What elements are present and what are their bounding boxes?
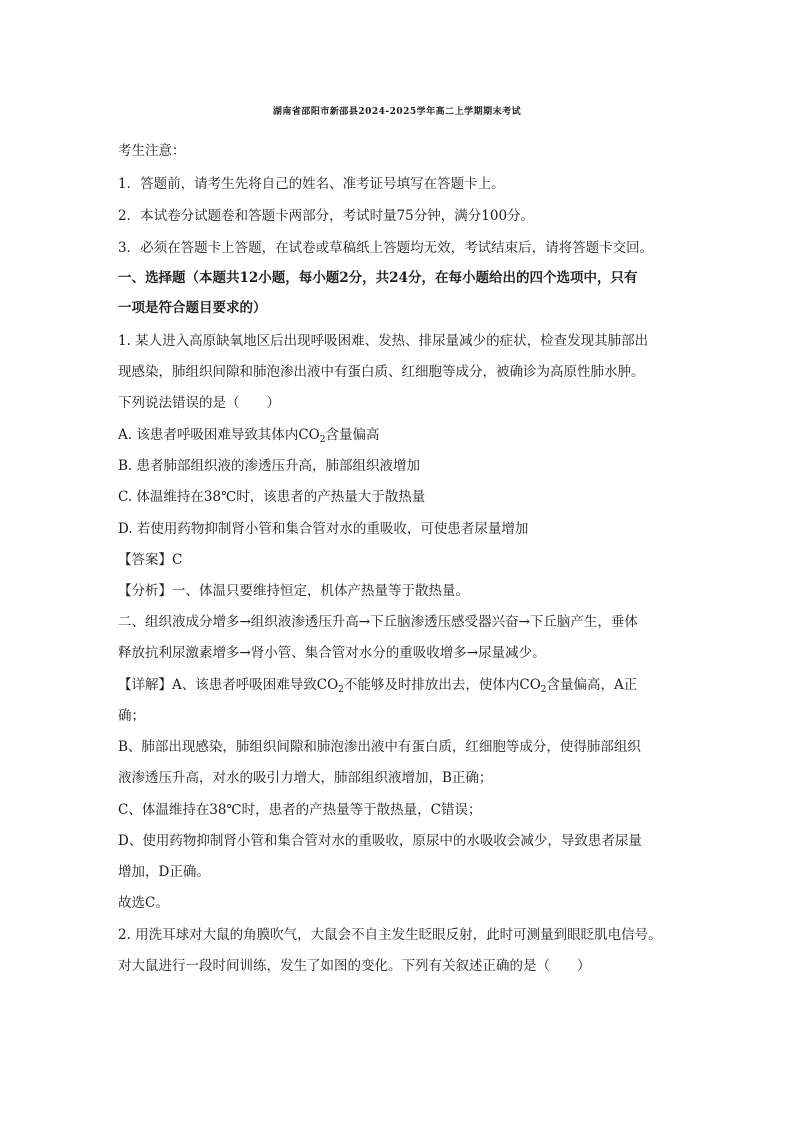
q1-detail-d-line-2: 增加，D正确。 <box>118 864 210 880</box>
q1-option-a-text-end: 含量偏高 <box>325 427 380 443</box>
q1-analysis-line-1: 【分析】一、体温只要维持恒定，机体产热量等于散热量。 <box>118 583 469 599</box>
q1-detail-b-line-1: B、肺部出现感染，肺组织间隙和肺泡渗出液中有蛋白质，红细胞等成分，使得肺部组织 <box>118 739 641 755</box>
q1-detail-a-text-mid: 不能够及时排放出去，使体内CO <box>343 677 541 693</box>
q1-option-b: B. 患者肺部组织液的渗透压升高，肺部组织液增加 <box>118 458 421 474</box>
q1-analysis-line-3: 释放抗利尿激素增多→肾小管、集合管对水分的重吸收增多→尿量减少。 <box>118 645 546 661</box>
section-heading-line-1: 一、选择题（本题共12小题，每小题2分，共24分，在每小题给出的四个选项中，只有 <box>118 270 638 286</box>
q1-analysis-line-2: 二、组织液成分增多→组织液渗透压升高→下丘脑渗透压感受器兴奋→下丘脑产生，垂体 <box>118 614 638 630</box>
q1-option-d: D. 若使用药物抑制肾小管和集合管对水的重吸收，可使患者尿量增加 <box>118 521 529 537</box>
q1-detail-a-text: 【详解】A、该患者呼吸困难导致CO <box>118 677 339 693</box>
q2-stem-line-2: 对大鼠进行一段时间训练，发生了如图的变化。下列有关叙述正确的是（ ） <box>118 958 591 974</box>
q2-stem-line-1: 2. 用洗耳球对大鼠的角膜吹气，大鼠会不自主发生眨眼反射，此时可测量到眼眨肌电信号。 <box>118 927 662 943</box>
q1-conclusion: 故选C。 <box>118 895 169 911</box>
notice-item-2: 2．本试卷分试题卷和答题卡两部分，考试时量75分钟，满分100分。 <box>118 208 535 224</box>
q1-detail-c: C、体温维持在38℃时，患者的产热量等于散热量，C错误； <box>118 802 482 818</box>
q1-stem-line-1: 1. 某人进入高原缺氧地区后出现呼吸困难、发热、排尿量减少的症状，检查发现其肺部出 <box>118 333 649 349</box>
notice-item-3: 3．必须在答题卡上答题，在试卷或草稿纸上答题均无效，考试结束后，请将答题卡交回。 <box>118 240 654 256</box>
q1-detail-a-line-1 <box>118 675 637 700</box>
q1-option-a-subscript: 2 <box>319 435 326 445</box>
section-heading-line-2: 一项是符合题目要求的） <box>118 300 267 316</box>
q1-option-a <box>118 425 379 450</box>
q1-detail-a-line-2: 确； <box>118 708 145 724</box>
q1-option-a-text: A. 该患者呼吸困难导致其体内CO <box>118 427 320 443</box>
page-title: 湖南省邵阳市新邵县2024-2025学年高二上学期期末考试 <box>272 107 522 117</box>
q1-detail-a-subscript-2: 2 <box>540 685 547 695</box>
q1-detail-a-text-end: 含量偏高，A正 <box>546 677 638 693</box>
q1-detail-a-subscript-1: 2 <box>338 685 344 695</box>
q1-detail-d-line-1: D、使用药物抑制肾小管和集合管对水的重吸收，原尿中的水吸收会减少，导致患者尿量 <box>118 833 642 849</box>
q1-stem-line-2: 现感染，肺组织间隙和肺泡渗出液中有蛋白质、红细胞等成分，被确诊为高原性肺水肿。 <box>118 364 645 380</box>
q1-option-c: C. 体温维持在38℃时，该患者的产热量大于散热量 <box>118 489 426 505</box>
notice-heading: 考生注意： <box>118 143 186 159</box>
q1-stem-line-3: 下列说法错误的是（ ） <box>118 395 280 411</box>
q1-detail-b-line-2: 液渗透压升高，对水的吸引力增大，肺部组织液增加，B正确； <box>118 770 493 786</box>
notice-item-1: 1．答题前，请考生先将自己的姓名、准考证号填写在答题卡上。 <box>118 176 505 192</box>
q1-answer: 【答案】C <box>118 552 183 568</box>
